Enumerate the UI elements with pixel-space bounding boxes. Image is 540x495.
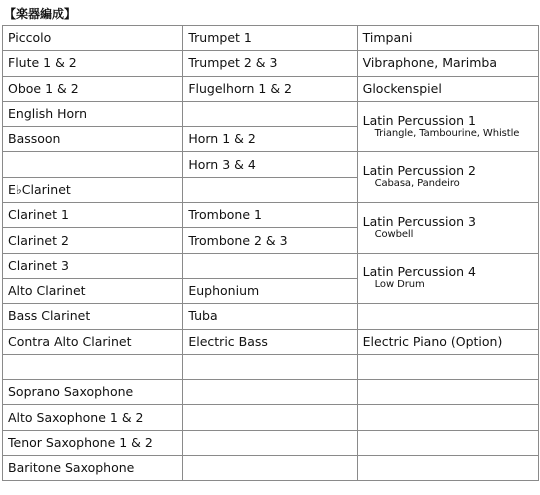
brass-cell [183,177,357,202]
table-row [3,329,539,354]
instrumentation-table [2,25,539,481]
latin-percussion-name: Latin Percussion 2 [362,163,476,179]
brass-cell: Electric Bass [183,329,357,354]
woodwind-cell: Clarinet 1 [3,203,183,228]
latin-percussion-detail: Triangle, Tambourine, Whistle [374,127,520,139]
page-title: 【楽器編成】 [4,7,77,21]
latin-percussion-detail: Cowbell [374,228,414,240]
percussion-cell [357,405,538,430]
woodwind-cell: Clarinet 3 [3,253,183,278]
latin-percussion-cell [357,152,538,203]
percussion-cell: Electric Piano (Option) [357,329,538,354]
woodwind-cell [3,152,183,177]
latin-percussion-cell [357,101,538,152]
table-row [3,76,539,101]
woodwind-cell: Alto Saxophone 1 & 2 [3,405,183,430]
woodwind-cell: Baritone Saxophone [3,456,183,481]
woodwind-cell: Alto Clarinet [3,278,183,303]
brass-cell: Horn 3 & 4 [183,152,357,177]
table-row [3,51,539,76]
percussion-cell [357,354,538,379]
percussion-cell [357,430,538,455]
brass-cell: Euphonium [183,278,357,303]
table-row [3,304,539,329]
brass-cell [183,405,357,430]
percussion-cell [357,456,538,481]
table-row [3,26,539,51]
percussion-cell: Vibraphone, Marimba [357,51,538,76]
woodwind-cell: Bass Clarinet [3,304,183,329]
woodwind-cell: Contra Alto Clarinet [3,329,183,354]
woodwind-cell: Tenor Saxophone 1 & 2 [3,430,183,455]
latin-percussion-name: Latin Percussion 4 [362,264,476,280]
brass-cell [183,253,357,278]
woodwind-cell: English Horn [3,101,183,126]
brass-cell: Trombone 1 [183,203,357,228]
woodwind-cell: Flute 1 & 2 [3,51,183,76]
latin-percussion-detail: Cabasa, Pandeiro [374,178,460,190]
brass-cell: Trumpet 1 [183,26,357,51]
woodwind-cell [3,354,183,379]
brass-cell [183,456,357,481]
latin-percussion-detail: Low Drum [374,279,425,291]
brass-cell [183,430,357,455]
latin-percussion-cell [357,253,538,304]
table-row [3,203,539,228]
table-row [3,430,539,455]
woodwind-cell: Bassoon [3,127,183,152]
percussion-cell [357,380,538,405]
woodwind-cell: Clarinet 2 [3,228,183,253]
table-row [3,380,539,405]
woodwind-cell: Soprano Saxophone [3,380,183,405]
table-row [3,405,539,430]
percussion-cell: Timpani [357,26,538,51]
woodwind-cell: E♭Clarinet [3,177,183,202]
brass-cell: Tuba [183,304,357,329]
brass-cell: Trombone 2 & 3 [183,228,357,253]
table-row [3,456,539,481]
percussion-cell: Glockenspiel [357,76,538,101]
latin-percussion-name: Latin Percussion 3 [362,213,476,229]
table-row [3,152,539,177]
latin-percussion-cell [357,203,538,254]
latin-percussion-name: Latin Percussion 1 [362,112,476,128]
table-row [3,253,539,278]
brass-cell [183,380,357,405]
brass-cell: Trumpet 2 & 3 [183,51,357,76]
woodwind-cell: Oboe 1 & 2 [3,76,183,101]
percussion-cell [357,304,538,329]
brass-cell: Flugelhorn 1 & 2 [183,76,357,101]
table-row [3,101,539,126]
brass-cell: Horn 1 & 2 [183,127,357,152]
table-row [3,354,539,379]
woodwind-cell: Piccolo [3,26,183,51]
brass-cell [183,354,357,379]
brass-cell [183,101,357,126]
